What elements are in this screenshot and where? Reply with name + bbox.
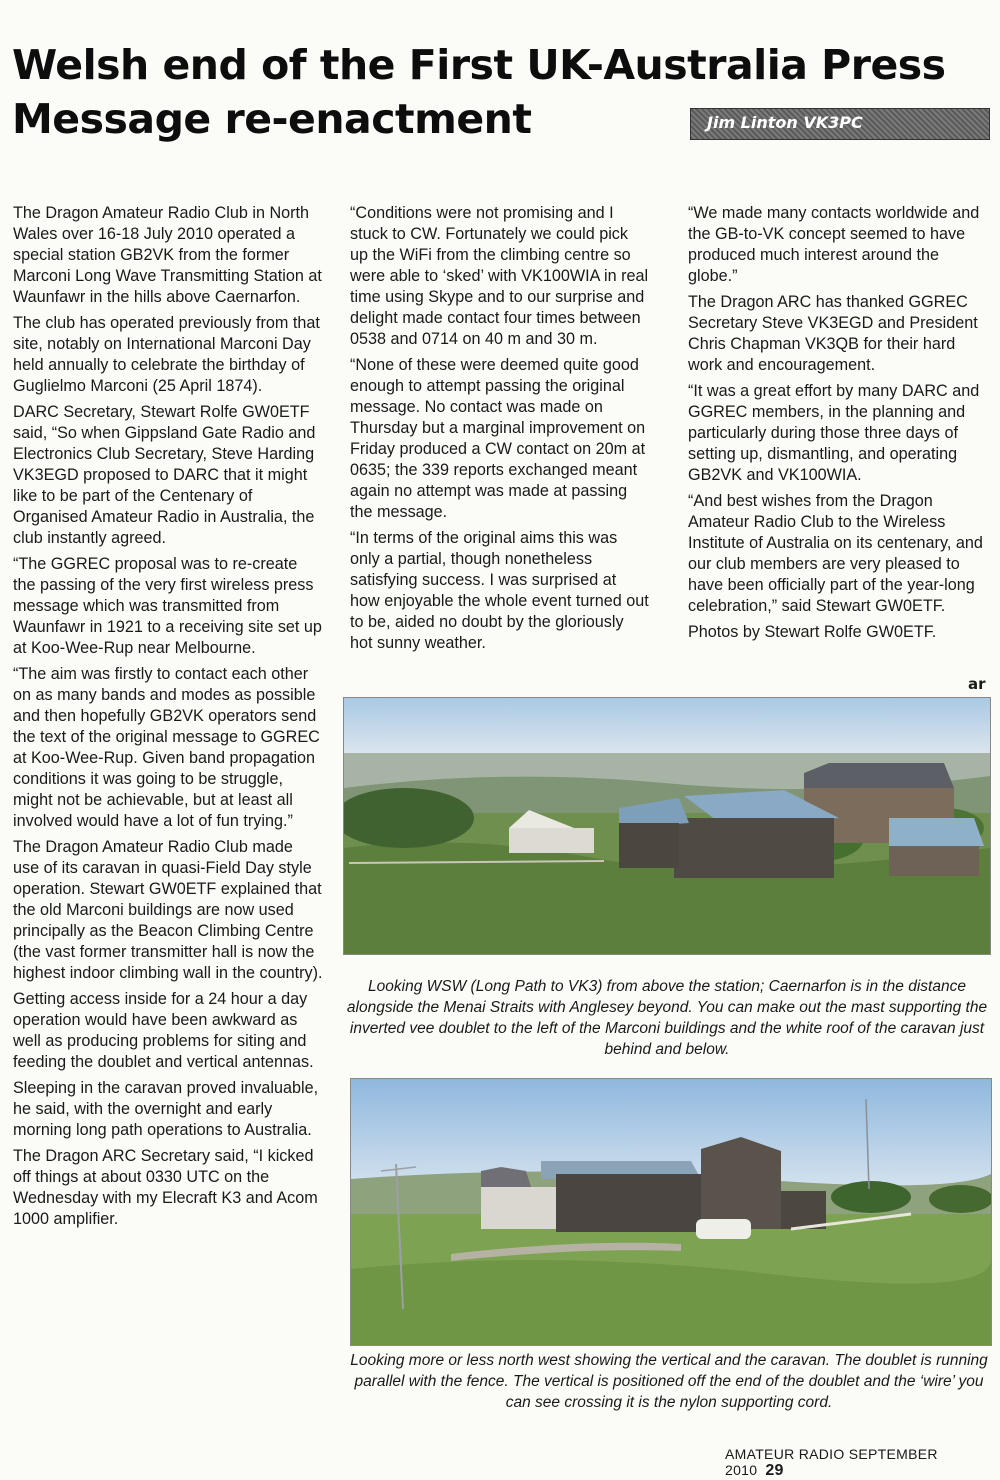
paragraph: The Dragon ARC Secretary said, “I kicked off things at about 0330 UTC on the Wednesday with my Elecraft K3 and Acom 1000 amplifier. <box>13 1147 318 1228</box>
paragraph: “Conditions were not promising and I stuck to CW. Fortunately we could pick up the WiFi from the climbing centre so were able to ‘sked’ with VK100WIA in real time using Skype and to our surprise and delight made contact four times between 0538 and 0714 on 40 m and 30 m. <box>350 204 649 348</box>
photo-vertical-and-caravan <box>350 1078 992 1346</box>
byline-banner <box>690 108 990 140</box>
article-column-1 <box>13 203 323 1235</box>
article-title: Welsh end of the First UK-Australia Press Message re-enactment <box>12 41 946 143</box>
paragraph: The Dragon Amateur Radio Club made use of its caravan in quasi-Field Day style operation. Stewart GW0ETF explained that the old Marconi buildings are now used principally as the Beacon Climbing Centre (the vast former transmitter hall is now the highest indoor climbing wall in the country). <box>13 838 323 982</box>
paragraph: “It was a great effort by many DARC and GGREC members, in the planning and particularly during those three days of setting up, dismantling, and operating GB2VK and VK100WIA. <box>688 382 980 484</box>
photo-1-caption: Looking WSW (Long Path to VK3) from above the station; Caernarfon is in the distance alongside the Menai Straits with Anglesey beyond. You can make out the mast supporting the inverted vee doublet to the left of the Marconi buildings and the white roof of the caravan just behind and below. <box>346 978 988 1058</box>
photo-2-caption: Looking more or less north west showing the vertical and the caravan. The doublet is running parallel with the fence. The vertical is positioned off the end of the doublet and the ‘wire’ you can see crossing it is the nylon supporting cord. <box>350 1352 988 1411</box>
publication-name: AMATEUR RADIO SEPTEMBER 2010 <box>725 1446 938 1478</box>
paragraph: “The aim was firstly to contact each other on as many bands and modes as possible and then hopefully GB2VK operators send the text of the original message to GGREC at Koo-Wee-Rup. Given band propagation conditions it was going to be struggle, might not be achievable, but at least all involved would have a lot of fun trying.” <box>13 665 320 830</box>
page-footer <box>725 1446 1000 1480</box>
photo-marconi-station-wsw <box>343 697 991 955</box>
paragraph: The club has operated previously from that site, notably on International Marconi Day held annually to celebrate the birthday of Guglielmo Marconi (25 April 1874). <box>13 314 320 395</box>
paragraph: “None of these were deemed quite good enough to attempt passing the original message. No contact was made on Thursday but a marginal improvement on Friday produced a CW contact on 20m at 0635; the 339 reports exchanged meant again no attempt was made at passing the message. <box>350 356 646 521</box>
paragraph: “The GGREC proposal was to re-create the passing of the very first wireless press message which was transmitted from Waunfawr in 1921 to a receiving site set up at Koo-Wee-Rup near Melbourne. <box>13 555 322 657</box>
paragraph: “In terms of the original aims this was only a partial, though nonetheless satisfying success. I was surprised at how enjoyable the whole event turned out to be, aided no doubt by the gloriously hot sunny weather. <box>350 529 649 652</box>
article-column-3 <box>688 203 988 648</box>
end-mark: ar <box>968 675 986 693</box>
byline-author: Jim Linton VK3PC <box>707 113 863 132</box>
paragraph: The Dragon ARC has thanked GGREC Secretary Steve VK3EGD and President Chris Chapman VK3QB for their hard work and encouragement. <box>688 293 978 374</box>
photo-credit: Photos by Stewart Rolfe GW0ETF. <box>688 623 937 641</box>
paragraph: DARC Secretary, Stewart Rolfe GW0ETF said, “So when Gippsland Gate Radio and Electronics Club Secretary, Steve Harding VK3EGD proposed to DARC that it might like to be part of the Centenary of Organised Amateur Radio in Australia, the club instantly agreed. <box>13 403 316 547</box>
paragraph: “We made many contacts worldwide and the GB-to-VK concept seemed to have produced much interest around the globe.” <box>688 204 980 285</box>
paragraph: The Dragon Amateur Radio Club in North Wales over 16-18 July 2010 operated a special station GB2VK from the former Marconi Long Wave Transmitting Station at Waunfawr in the hills above Caernarfon. <box>13 204 322 306</box>
paragraph: Getting access inside for a 24 hour a day operation would have been awkward as well as producing problems for siting and feeding the doublet and vertical antennas. <box>13 990 314 1071</box>
page-number: 29 <box>765 1462 784 1479</box>
article-column-2 <box>350 203 650 659</box>
paragraph: Sleeping in the caravan proved invaluable, he said, with the overnight and early morning long path operations to Australia. <box>13 1079 319 1139</box>
paragraph: “And best wishes from the Dragon Amateur Radio Club to the Wireless Institute of Australia on its centenary, and our club members are very pleased to have been officially part of the year-long celebration,” said Stewart GW0ETF. <box>688 492 983 615</box>
